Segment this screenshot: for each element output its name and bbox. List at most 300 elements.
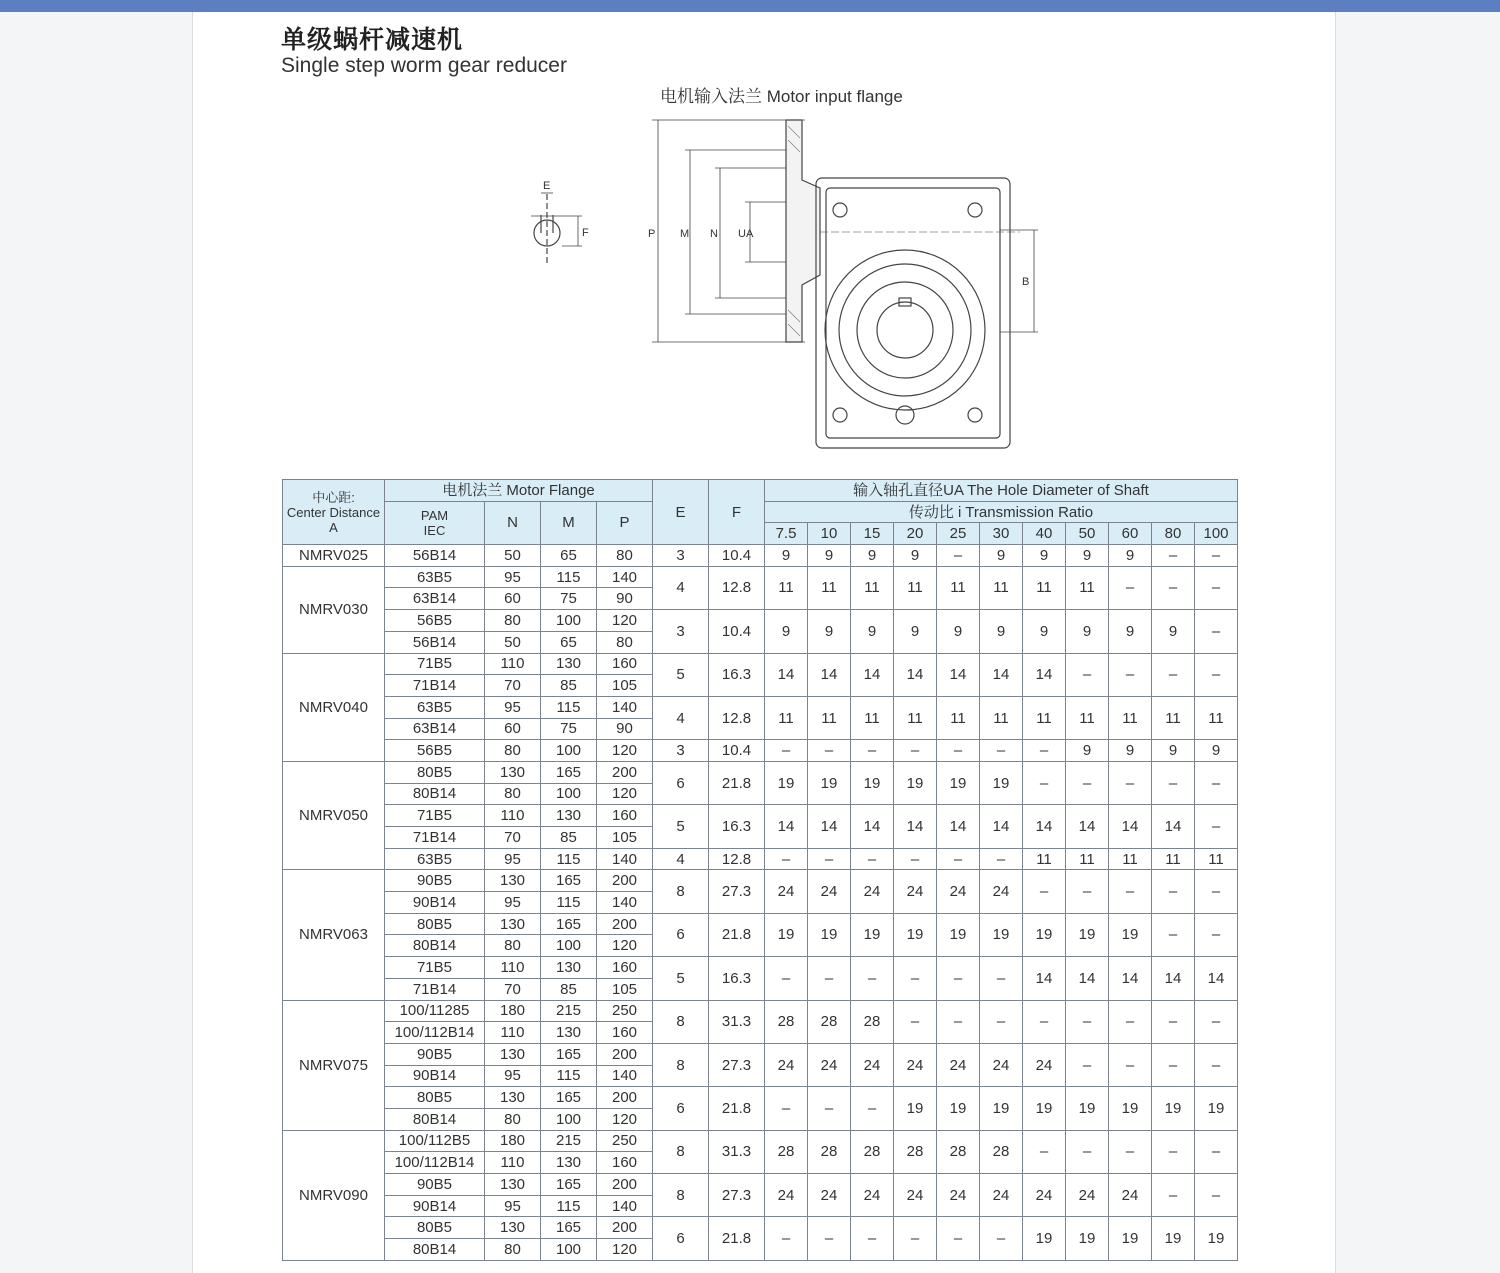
p-cell: 140 <box>597 566 653 588</box>
ua-cell: 11 <box>1023 848 1066 870</box>
ua-cell: – <box>894 957 937 1000</box>
ua-cell: 9 <box>1066 740 1109 762</box>
ua-cell: 28 <box>894 1130 937 1173</box>
table-row <box>283 1043 1238 1065</box>
pam-iec-cell: 63B5 <box>385 848 485 870</box>
m-cell: 85 <box>541 675 597 697</box>
ua-cell: 11 <box>937 566 980 609</box>
p-cell: 140 <box>597 892 653 914</box>
table-row <box>283 1087 1238 1109</box>
e-cell: 4 <box>653 848 709 870</box>
ua-cell: 14 <box>980 653 1023 696</box>
ua-cell: – <box>1109 870 1152 913</box>
pam-iec-cell: 71B14 <box>385 827 485 849</box>
p-cell: 140 <box>597 848 653 870</box>
table-row <box>283 805 1238 827</box>
ratio-header-30: 30 <box>980 523 1023 545</box>
ua-cell: 19 <box>1023 1217 1066 1260</box>
ua-cell: 14 <box>937 653 980 696</box>
ua-cell: 14 <box>808 653 851 696</box>
table-row <box>283 1217 1238 1239</box>
ua-cell: 24 <box>937 1043 980 1086</box>
f-cell: 21.8 <box>709 913 765 956</box>
model-name-cell: NMRV040 <box>283 653 385 761</box>
n-cell: 110 <box>485 957 541 979</box>
pam-iec-cell: 71B14 <box>385 978 485 1000</box>
ua-cell: – <box>1152 653 1195 696</box>
f-cell: 27.3 <box>709 870 765 913</box>
ua-cell: 24 <box>851 1174 894 1217</box>
ua-cell: 9 <box>851 610 894 653</box>
ua-cell: – <box>765 848 808 870</box>
m-cell: 130 <box>541 957 597 979</box>
header-center-distance-cn: 中心距: <box>312 489 355 505</box>
e-cell: 3 <box>653 545 709 567</box>
ua-cell: 19 <box>1066 913 1109 956</box>
f-cell: 12.8 <box>709 848 765 870</box>
ua-cell: 11 <box>894 696 937 739</box>
table-row <box>283 913 1238 935</box>
n-cell: 80 <box>485 1108 541 1130</box>
n-cell: 130 <box>485 1174 541 1196</box>
p-cell: 160 <box>597 653 653 675</box>
m-cell: 85 <box>541 978 597 1000</box>
header-transmission-ratio: 传动比 i Transmission Ratio <box>765 501 1238 523</box>
pam-iec-cell: 90B5 <box>385 1043 485 1065</box>
ua-cell: – <box>1152 1130 1195 1173</box>
m-cell: 165 <box>541 1174 597 1196</box>
pam-iec-cell: 63B5 <box>385 566 485 588</box>
p-cell: 80 <box>597 545 653 567</box>
m-cell: 100 <box>541 1239 597 1261</box>
ua-cell: – <box>1152 566 1195 609</box>
ua-cell: 9 <box>980 610 1023 653</box>
ua-cell: – <box>765 1217 808 1260</box>
pam-iec-cell: 100/11285 <box>385 1000 485 1022</box>
ratio-header-15: 15 <box>851 523 894 545</box>
dim-label-f: F <box>582 227 589 239</box>
pam-iec-cell: 90B5 <box>385 870 485 892</box>
p-cell: 120 <box>597 1239 653 1261</box>
m-cell: 115 <box>541 1195 597 1217</box>
ua-cell: 11 <box>808 566 851 609</box>
ua-cell: 19 <box>1023 913 1066 956</box>
ua-cell: 9 <box>1152 610 1195 653</box>
n-cell: 130 <box>485 1043 541 1065</box>
ua-cell: 14 <box>808 805 851 848</box>
ua-cell: 28 <box>765 1000 808 1043</box>
ua-cell: – <box>851 848 894 870</box>
ua-cell: 19 <box>937 761 980 804</box>
ua-cell: 11 <box>808 696 851 739</box>
ua-cell: 14 <box>765 653 808 696</box>
ua-cell: 9 <box>765 610 808 653</box>
ua-cell: – <box>1195 566 1238 609</box>
e-cell: 6 <box>653 1217 709 1260</box>
ua-cell: 28 <box>808 1000 851 1043</box>
ua-cell: 28 <box>808 1130 851 1173</box>
ua-cell: – <box>980 1000 1023 1043</box>
f-cell: 21.8 <box>709 761 765 804</box>
f-cell: 27.3 <box>709 1043 765 1086</box>
ua-cell: 19 <box>1066 1087 1109 1130</box>
ua-cell: 19 <box>808 913 851 956</box>
table-row <box>283 957 1238 979</box>
ua-cell: 14 <box>1023 957 1066 1000</box>
f-cell: 27.3 <box>709 1174 765 1217</box>
model-name-cell: NMRV063 <box>283 870 385 1000</box>
f-cell: 12.8 <box>709 566 765 609</box>
ua-cell: 19 <box>1109 1217 1152 1260</box>
model-name-cell: NMRV030 <box>283 566 385 653</box>
ua-cell: 11 <box>851 566 894 609</box>
p-cell: 160 <box>597 1022 653 1044</box>
ua-cell: 24 <box>1066 1174 1109 1217</box>
header-motor-flange: 电机法兰 Motor Flange <box>385 480 653 502</box>
ua-cell: – <box>1109 1043 1152 1086</box>
ua-cell: 9 <box>1066 545 1109 567</box>
ua-cell: 9 <box>851 545 894 567</box>
ua-cell: – <box>1023 740 1066 762</box>
n-cell: 80 <box>485 1239 541 1261</box>
m-cell: 65 <box>541 631 597 653</box>
ua-cell: 24 <box>765 1174 808 1217</box>
e-cell: 8 <box>653 1000 709 1043</box>
ua-cell: – <box>980 1217 1023 1260</box>
ua-cell: 24 <box>765 870 808 913</box>
ua-cell: – <box>851 740 894 762</box>
ua-cell: 9 <box>1152 740 1195 762</box>
pam-iec-cell: 90B14 <box>385 1195 485 1217</box>
ratio-header-7-5: 7.5 <box>765 523 808 545</box>
ua-cell: 9 <box>1023 610 1066 653</box>
m-cell: 85 <box>541 827 597 849</box>
ua-cell: – <box>1109 1000 1152 1043</box>
m-cell: 130 <box>541 805 597 827</box>
f-cell: 31.3 <box>709 1000 765 1043</box>
model-name-cell: NMRV075 <box>283 1000 385 1130</box>
ratio-header-80: 80 <box>1152 523 1195 545</box>
ua-cell: 24 <box>937 870 980 913</box>
ua-cell: 9 <box>894 610 937 653</box>
table-row <box>283 761 1238 783</box>
ua-cell: 9 <box>808 545 851 567</box>
ua-cell: 19 <box>980 913 1023 956</box>
p-cell: 160 <box>597 805 653 827</box>
motor-flange-drawing <box>520 110 1040 455</box>
n-cell: 80 <box>485 783 541 805</box>
ua-cell: 9 <box>1066 610 1109 653</box>
ua-cell: 24 <box>894 1174 937 1217</box>
ratio-header-100: 100 <box>1195 523 1238 545</box>
ua-cell: 9 <box>1195 740 1238 762</box>
pam-iec-cell: 71B5 <box>385 805 485 827</box>
ua-cell: – <box>937 740 980 762</box>
p-cell: 120 <box>597 935 653 957</box>
ua-cell: 19 <box>765 761 808 804</box>
ua-cell: 24 <box>1023 1043 1066 1086</box>
p-cell: 200 <box>597 1043 653 1065</box>
ua-cell: – <box>808 740 851 762</box>
ua-cell: – <box>894 848 937 870</box>
ratio-header-25: 25 <box>937 523 980 545</box>
f-cell: 16.3 <box>709 957 765 1000</box>
ua-cell: 11 <box>1109 696 1152 739</box>
pam-iec-cell: 80B14 <box>385 1239 485 1261</box>
ua-cell: 19 <box>1109 913 1152 956</box>
ua-cell: 11 <box>937 696 980 739</box>
ua-cell: 24 <box>894 870 937 913</box>
header-f: F <box>709 480 765 545</box>
ua-cell: 19 <box>894 913 937 956</box>
ua-cell: 14 <box>765 805 808 848</box>
pam-iec-cell: 80B5 <box>385 761 485 783</box>
pam-iec-cell: 80B14 <box>385 935 485 957</box>
ua-cell: 11 <box>894 566 937 609</box>
ua-cell: – <box>808 1087 851 1130</box>
ua-cell: 11 <box>1195 848 1238 870</box>
e-cell: 4 <box>653 696 709 739</box>
pam-iec-cell: 63B14 <box>385 718 485 740</box>
ua-cell: 9 <box>1109 740 1152 762</box>
ua-cell: – <box>1195 761 1238 804</box>
pam-iec-cell: 71B14 <box>385 675 485 697</box>
pam-iec-cell: 71B5 <box>385 957 485 979</box>
e-cell: 5 <box>653 805 709 848</box>
top-border-bar <box>0 0 1500 12</box>
ua-cell: – <box>1066 1043 1109 1086</box>
ua-cell: – <box>1066 653 1109 696</box>
ratio-header-40: 40 <box>1023 523 1066 545</box>
ua-cell: 14 <box>1023 653 1066 696</box>
ua-cell: 19 <box>765 913 808 956</box>
e-cell: 8 <box>653 870 709 913</box>
ua-cell: – <box>1066 761 1109 804</box>
ua-cell: 24 <box>808 1174 851 1217</box>
ua-cell: 14 <box>851 653 894 696</box>
n-cell: 130 <box>485 1217 541 1239</box>
n-cell: 95 <box>485 696 541 718</box>
ua-cell: – <box>1195 913 1238 956</box>
ua-cell: – <box>1152 913 1195 956</box>
e-cell: 6 <box>653 761 709 804</box>
ua-cell: – <box>1195 653 1238 696</box>
m-cell: 115 <box>541 892 597 914</box>
ua-cell: – <box>1109 566 1152 609</box>
ua-cell: 14 <box>1109 957 1152 1000</box>
m-cell: 130 <box>541 1152 597 1174</box>
ua-cell: – <box>1195 870 1238 913</box>
ua-cell: 19 <box>980 1087 1023 1130</box>
header-pam-iec <box>385 501 485 544</box>
f-cell: 31.3 <box>709 1130 765 1173</box>
ua-cell: 9 <box>765 545 808 567</box>
ua-cell: 14 <box>851 805 894 848</box>
p-cell: 105 <box>597 978 653 1000</box>
ua-cell: 14 <box>1152 957 1195 1000</box>
ua-cell: 11 <box>980 566 1023 609</box>
f-cell: 10.4 <box>709 740 765 762</box>
ua-cell: – <box>980 957 1023 1000</box>
table-row <box>283 545 1238 567</box>
p-cell: 140 <box>597 1065 653 1087</box>
ua-cell: 11 <box>1023 566 1066 609</box>
p-cell: 90 <box>597 588 653 610</box>
pam-iec-cell: 56B5 <box>385 610 485 632</box>
table-row <box>283 740 1238 762</box>
m-cell: 100 <box>541 935 597 957</box>
ua-cell: – <box>1023 1000 1066 1043</box>
e-cell: 3 <box>653 740 709 762</box>
ua-cell: 14 <box>980 805 1023 848</box>
ua-cell: 24 <box>894 1043 937 1086</box>
header-center-distance <box>283 480 385 545</box>
ua-cell: 9 <box>980 545 1023 567</box>
n-cell: 130 <box>485 870 541 892</box>
pam-iec-cell: 56B14 <box>385 545 485 567</box>
ua-cell: 19 <box>851 761 894 804</box>
header-p: P <box>597 501 653 544</box>
ua-cell: – <box>894 1000 937 1043</box>
ua-cell: – <box>808 957 851 1000</box>
ua-cell: 14 <box>937 805 980 848</box>
n-cell: 110 <box>485 1152 541 1174</box>
ua-cell: – <box>1152 1043 1195 1086</box>
m-cell: 215 <box>541 1000 597 1022</box>
header-center-distance-en: Center Distance <box>286 504 381 520</box>
n-cell: 95 <box>485 1065 541 1087</box>
keyway-detail <box>531 193 582 266</box>
ua-cell: 11 <box>765 566 808 609</box>
ua-cell: – <box>1152 870 1195 913</box>
ua-cell: 11 <box>1066 848 1109 870</box>
table-row <box>283 566 1238 588</box>
ua-cell: – <box>1195 1174 1238 1217</box>
ua-cell: 11 <box>1109 848 1152 870</box>
e-cell: 6 <box>653 913 709 956</box>
ua-cell: 14 <box>1023 805 1066 848</box>
ua-cell: – <box>1066 870 1109 913</box>
ua-cell: 19 <box>1152 1087 1195 1130</box>
dim-label-b: B <box>1022 276 1030 288</box>
ua-cell: – <box>851 1217 894 1260</box>
m-cell: 65 <box>541 545 597 567</box>
p-cell: 120 <box>597 610 653 632</box>
ua-cell: – <box>1195 545 1238 567</box>
p-cell: 160 <box>597 957 653 979</box>
ua-cell: – <box>937 1217 980 1260</box>
n-cell: 95 <box>485 1195 541 1217</box>
ua-cell: 14 <box>894 805 937 848</box>
header-pam: PAM <box>420 507 449 523</box>
ua-cell: 19 <box>1109 1087 1152 1130</box>
pam-iec-cell: 56B5 <box>385 740 485 762</box>
n-cell: 95 <box>485 566 541 588</box>
ua-cell: 19 <box>1195 1217 1238 1260</box>
pam-iec-cell: 63B14 <box>385 588 485 610</box>
m-cell: 115 <box>541 696 597 718</box>
m-cell: 115 <box>541 566 597 588</box>
p-cell: 200 <box>597 761 653 783</box>
ua-cell: – <box>894 1217 937 1260</box>
n-cell: 110 <box>485 1022 541 1044</box>
ua-cell: 9 <box>894 545 937 567</box>
ratio-header-10: 10 <box>808 523 851 545</box>
ua-cell: – <box>1109 653 1152 696</box>
ua-cell: – <box>1066 1000 1109 1043</box>
page-title-english: Single step worm gear reducer <box>281 54 567 77</box>
ua-cell: 14 <box>1195 957 1238 1000</box>
pam-iec-cell: 90B5 <box>385 1174 485 1196</box>
p-cell: 120 <box>597 740 653 762</box>
ratio-header-20: 20 <box>894 523 937 545</box>
ua-cell: 11 <box>1066 696 1109 739</box>
ua-cell: – <box>937 545 980 567</box>
e-cell: 4 <box>653 566 709 609</box>
ua-cell: 28 <box>937 1130 980 1173</box>
ua-cell: 24 <box>808 1043 851 1086</box>
header-m: M <box>541 501 597 544</box>
e-cell: 3 <box>653 610 709 653</box>
pam-iec-cell: 100/112B5 <box>385 1130 485 1152</box>
m-cell: 100 <box>541 610 597 632</box>
e-cell: 8 <box>653 1174 709 1217</box>
m-cell: 130 <box>541 1022 597 1044</box>
ua-cell: 14 <box>1152 805 1195 848</box>
dim-label-m: M <box>680 228 690 240</box>
f-cell: 10.4 <box>709 545 765 567</box>
ratio-header-60: 60 <box>1109 523 1152 545</box>
ua-cell: 14 <box>1066 957 1109 1000</box>
ua-cell: 11 <box>1023 696 1066 739</box>
n-cell: 50 <box>485 631 541 653</box>
ua-cell: 19 <box>894 1087 937 1130</box>
table-row <box>283 1000 1238 1022</box>
diagram-caption: 电机输入法兰 Motor input flange <box>660 87 903 106</box>
m-cell: 115 <box>541 1065 597 1087</box>
ua-cell: – <box>1109 761 1152 804</box>
ua-cell: 28 <box>765 1130 808 1173</box>
ua-cell: – <box>765 1087 808 1130</box>
m-cell: 165 <box>541 870 597 892</box>
ua-cell: 24 <box>980 1043 1023 1086</box>
ua-cell: 19 <box>808 761 851 804</box>
n-cell: 95 <box>485 848 541 870</box>
table-row <box>283 848 1238 870</box>
ua-cell: – <box>1023 761 1066 804</box>
ua-cell: 24 <box>808 870 851 913</box>
ua-cell: 19 <box>937 913 980 956</box>
ua-cell: – <box>1066 1130 1109 1173</box>
p-cell: 90 <box>597 718 653 740</box>
p-cell: 200 <box>597 1174 653 1196</box>
pam-iec-cell: 80B14 <box>385 783 485 805</box>
p-cell: 140 <box>597 696 653 718</box>
pam-iec-cell: 63B5 <box>385 696 485 718</box>
ua-cell: – <box>808 1217 851 1260</box>
ua-cell: 9 <box>937 610 980 653</box>
ua-cell: 19 <box>1152 1217 1195 1260</box>
m-cell: 165 <box>541 1087 597 1109</box>
ua-cell: 28 <box>980 1130 1023 1173</box>
n-cell: 130 <box>485 1087 541 1109</box>
p-cell: 120 <box>597 783 653 805</box>
p-cell: 140 <box>597 1195 653 1217</box>
ua-cell: – <box>937 848 980 870</box>
ua-cell: 19 <box>851 913 894 956</box>
p-cell: 200 <box>597 870 653 892</box>
table-row <box>283 653 1238 675</box>
